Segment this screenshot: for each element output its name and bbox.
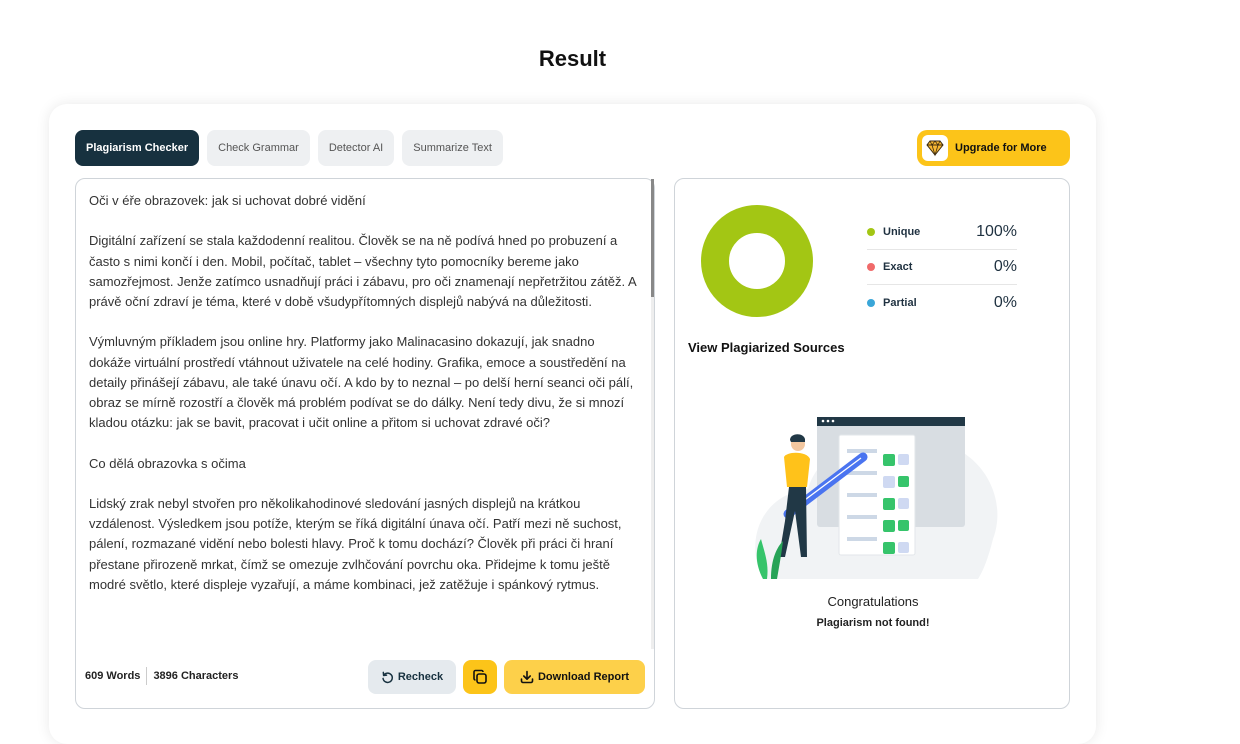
result-legend [867,215,1017,320]
legend-row-exact [867,250,1017,285]
upgrade-label: Upgrade for More [955,142,1047,154]
legend-row-unique [867,215,1017,250]
text-stats [85,667,238,685]
recheck-button[interactable] [368,660,456,694]
copy-button[interactable] [463,660,497,694]
page-title: Result [538,46,607,71]
legend-label: Unique [883,226,921,238]
tab-check-grammar[interactable]: Check Grammar [207,130,310,166]
tab-summarize-text[interactable]: Summarize Text [402,130,503,166]
recheck-label: Recheck [397,671,444,683]
download-label: Download Report [537,671,630,683]
donut-unique-slice [715,219,799,303]
legend-label: Partial [883,296,917,309]
legend-row-partial [867,285,1017,320]
legend-value: 0% [993,258,1017,275]
plagiarism-donut-chart [700,204,814,318]
copy-icon [472,669,488,685]
plagiarism-not-found-text: Plagiarism not found! [816,617,930,629]
character-count: 3896 Characters [153,670,239,682]
legend-value: 100% [976,223,1017,240]
checklist-illustration [743,399,1003,579]
editor-scroll-thumb[interactable] [651,179,654,297]
word-count: 609 Words [85,670,141,682]
stats-divider [146,667,147,685]
exact-dot [867,263,875,271]
diamond-icon [922,135,948,161]
result-panel [674,178,1070,709]
editor-scrollbar[interactable] [651,179,654,649]
download-icon [520,670,534,684]
result-card [49,104,1096,744]
tab-plagiarism-checker[interactable]: Plagiarism Checker [75,130,199,166]
editor-actions [368,660,645,694]
congratulations-heading: Congratulations [827,594,919,609]
tool-tabs [75,130,503,166]
editor-text[interactable]: Oči v éře obrazovek: jak si uchovat dobré vidění Digitální zařízení se stala každodenní realitou. Člověk se na ně podívá hned po probuzení a často s nimi končí i den. Mobil, počítač, tablet – všechny tyto pomocníky bereme jako samozřejmost. Jenže zatímco usnadňují práci i zábavu, pro oči znamenají nepřetržitou zátěž. A právě oční zdraví je téma, které v době všudypřítomných displejů nabývá na důležitosti. Výmluvným příkladem jsou online hry. Platformy jako Malinacasino dokazují, jak snadno dokáže virtuální prostředí vtáhnout uživatele na celé hodiny. Grafika, emoce a soustředění na detaily přinášejí zábavu, ale také únavu očí. A kdo by to neznal – po delší herní seanci oči pálí, obraz se mírně rozostří a člověk má problém podívat se do dálky. Není tedy divu, že si mnozí kladou otázku: jak se bavit, pracovat i učit online a přitom si uchovat zdravé oči? Co dělá obrazovka s očima Lidský zrak nebyl stvořen pro několikahodinové sledování jasných displejů na krátkou vzdálenost. Výsledkem jsou potíže, kterým se říká digitální únava očí. Patří mezi ně suchost, pálení, rozmazané vidění nebo bolesti hlavy. Proč k tomu dochází? Člověk při práci či hraní přestane přirozeně mrkat, čímž se omezuje zvlhčování povrchu oka. Přidejme k tomu ještě modré světlo, které displeje vyzařují, a máme kombinaci, jež zatěžuje i spánkový rytmus. [89,193,636,592]
refresh-icon [381,671,394,684]
tab-detector-ai[interactable]: Detector AI [318,130,394,166]
legend-value: 0% [993,293,1017,311]
text-editor[interactable] [75,178,655,709]
unique-dot [867,228,875,236]
download-report-button[interactable] [504,660,645,694]
upgrade-button[interactable] [917,130,1070,166]
legend-label: Exact [883,261,913,273]
partial-dot [867,299,875,307]
view-plagiarized-sources[interactable]: View Plagiarized Sources [688,340,845,355]
